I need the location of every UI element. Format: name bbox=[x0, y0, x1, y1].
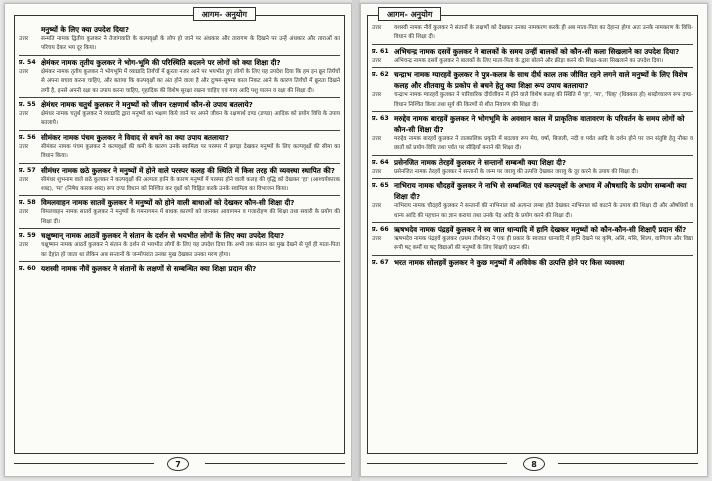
question-row bbox=[372, 180, 693, 202]
right-footer-rule-left bbox=[367, 463, 507, 464]
question-text: विमलवाहन नामक सातवें कुलकर ने मनुष्यों को होने वाली बाधाओं को देखकर कौन-सी शिक्षा दी? bbox=[41, 198, 295, 208]
question-row bbox=[372, 257, 693, 268]
divider bbox=[372, 111, 693, 112]
question-text: प्रसेनजित नामक तेरहवें कुलकर ने सन्तानों सम्बन्धी क्या शिक्षा दी? bbox=[394, 157, 567, 167]
divider bbox=[19, 228, 340, 229]
question-number: प्र. 54 bbox=[19, 58, 36, 66]
divider bbox=[19, 261, 340, 262]
answer-label: उत्तर bbox=[372, 25, 382, 31]
answer-row bbox=[372, 202, 693, 221]
divider bbox=[372, 178, 693, 179]
right-page-frame bbox=[367, 10, 698, 454]
divider bbox=[372, 67, 693, 68]
question-text: भरत नामक सोलहवें कुलकर ने कुछ मनुष्यों में अविवेक की उत्पत्ति होने पर किस व्यवस्था bbox=[394, 257, 625, 267]
divider bbox=[19, 55, 340, 56]
divider bbox=[19, 97, 340, 98]
left-page-number: 7 bbox=[167, 457, 189, 471]
question-number: प्र. 67 bbox=[372, 258, 389, 266]
answer-text: विमलवाहन नामक सातवें कुलकर ने मनुष्यों के गमनागमन में बाधक कारणों को जानकर आवागमन व गजारोहण की शिक्षा तथा सवारी के प्रयोग की शिक्षा दी। bbox=[41, 209, 340, 225]
answer-row bbox=[372, 135, 693, 154]
question-row bbox=[372, 46, 693, 57]
divider bbox=[372, 222, 693, 223]
answer-text: सीमंधर शुभनाम वाले छठे कुलकर ने कल्पवृक्षों की अल्पता हानि के कारण मनुष्यों में परस्पर होने वाली कलह की वृद्धि को देखकर 'हा' (आश्चर्यकारक शब्द), 'मा' (निषेध कारक शब्द) रूप दण्ड विधान को निश्चित कर वृक्षों को चिह्नित करके उनके स्वामित्व का विभाजन किया। bbox=[41, 176, 340, 193]
answer-text: यशस्वी नामक नौवें कुलकर ने संतानों के लक्षणों को देखकर उनका नामकरण करके ही अब माता-पिता का देहान्त होगा अतः उनके नामकरण के विधि-विधान की शिक्षा दी। bbox=[394, 25, 693, 41]
question-number: प्र. 66 bbox=[372, 226, 389, 234]
answer-text: क्षेमंकर नामक तृतीय कुलकर ने भोगभूमि में व्याघ्रादि तिर्यंचों में क्रूरता नजर आने पर भयभीत हुए लोगों के लिए यह उपदेश दिया कि हम इन क्रूर तिर्यंचों से अपना बचाव करना चाहिए, और बताया कि कल्पवृक्षों का अंत होने वाला है और दुःषम-सुषमा काल निकट आने के कारण तिर्यंचों में क्रूरता दिखने लगी है, इनसे अपनी रक्षा का उपाय करना चाहिए, गृहादिक की विशेष सुरक्षा रखना चाहिए एवं गाय आदि पशु पालन व रक्षा की शिक्षा दी। bbox=[41, 68, 340, 94]
question-row bbox=[372, 69, 693, 91]
answer-row bbox=[372, 91, 693, 110]
question-text: नाभिराय नामक चौदहवें कुलकर ने नाभि से सम्बन्धित एवं कल्पवृक्षों के अभाव में औषधादि के प्रयोग सम्बन्धी क्या शिक्षा दी? bbox=[394, 181, 687, 202]
divider bbox=[19, 163, 340, 164]
question-text: सीमंधर नामक छठे कुलकर ने मनुष्यों में होने वाले परस्पर कलह की स्थिति में किस तरह की व्यवस्था स्थापित की? bbox=[41, 165, 335, 175]
answer-row bbox=[19, 241, 340, 260]
divider bbox=[19, 195, 340, 196]
question-number: प्र. 65 bbox=[372, 182, 389, 190]
answer-text: क्षेमंधर नामक चतुर्थ कुलकर ने व्याघ्रादि द्वारा मनुष्यों का भक्षण किये जाने पर अपने जीवन के रक्षणार्थ दण्ड (डण्डा) आदिक को प्रयोग विधि के उपाय बतलाये। bbox=[41, 111, 340, 127]
answer-text: सन्मति नामक द्वितीय कुलकर ने तेजांगवाति के कल्पवृक्षों के लोप हो जाने पर अंधकार और तारागण के दिखने पर उन्हें अंधकार और ताराओं का परिचय देकर भय दूर किया। bbox=[41, 36, 340, 52]
divider bbox=[372, 255, 693, 256]
answer-text: प्रसेनजित नामक तेरहवें कुलकर ने सन्तानों के जन्म पर जरायु की उत्पत्ति देखकर जरायु के दूर करने के उपाय की शिक्षा दी। bbox=[394, 168, 638, 175]
question-text: क्षेमंकर नामक तृतीय कुलकर ने भोग-भूमि की परिस्थिति बदलने पर लोगों को क्या शिक्षा दी? bbox=[41, 57, 281, 67]
answer-label: उत्तर bbox=[19, 176, 29, 183]
question-text: क्षेमंधर नामक चतुर्थ कुलकर ने मनुष्यों को जीवन रक्षणार्थ कौन-से उपाय बतलाये? bbox=[41, 100, 253, 110]
left-page-content bbox=[19, 24, 340, 451]
left-page-frame bbox=[14, 10, 345, 454]
answer-label: उत्तर bbox=[19, 36, 29, 42]
question-number: प्र. 56 bbox=[19, 133, 36, 141]
left-footer-rule-left bbox=[14, 463, 154, 464]
answer-row bbox=[19, 176, 340, 195]
answer-row bbox=[19, 110, 340, 129]
answer-row bbox=[372, 57, 693, 66]
question-row bbox=[372, 224, 693, 235]
question-row bbox=[19, 165, 340, 176]
answer-label: उत्तर bbox=[372, 92, 382, 99]
answer-row bbox=[372, 168, 693, 177]
answer-label: उत्तर bbox=[19, 242, 29, 249]
answer-label: उत्तर bbox=[19, 111, 29, 118]
question-text: सीमंकर नामक पंचम कुलकर ने विवाद से बचने का क्या उपाय बतलाया? bbox=[41, 132, 229, 142]
answer-label: उत्तर bbox=[372, 203, 382, 210]
answer-text: चक्षुष्मान नामक आठवें कुलकर ने संतान के दर्शन से भयभीत लोगों के लिए यह उपदेश दिया कि अभी तक संतान का मुख देखने से पूर्व ही माता-पिता का देहांत हो जाता था लेकिन अब सन्तानों के जन्मोपरांत उनका मुख देखकर उनका मरण होगा। bbox=[41, 242, 340, 258]
question-row bbox=[19, 263, 340, 274]
question-row bbox=[19, 197, 340, 208]
question-text: अभिचन्द्र नामक दसवें कुलकर ने बालकों के समय उन्हीं बालकों को कौन-सी कला सिखलाने का उपदेश दिया? bbox=[394, 46, 680, 56]
question-number: प्र. 63 bbox=[372, 115, 389, 123]
left-footer-rule-right bbox=[205, 463, 345, 464]
answer-row bbox=[19, 35, 340, 54]
answer-text: ऋषभदेव नामक पंद्रहवें कुलकर (प्रथम तीर्थंकर) ने एक ही प्रकार के स्वजात धान्यादि में हानि देखने पर कृषि, असि, मसि, शिल्प, वाणिज्य और विद्या रूपी षट् कर्मों या षट् विद्याओं की मनुष्यों के लिए शिक्षाएँ प्रदान कीं। bbox=[394, 236, 693, 252]
answer-label: उत्तर bbox=[372, 136, 382, 143]
question-row bbox=[19, 24, 340, 35]
answer-text: चन्द्राभ नामक ग्यारहवें कुलकर ने पारिवारिक दीर्घजीवन में होने वाले विशेष कलह की स्थिति में 'हा', 'मा', 'धिक्' (धिक्कार हो) शब्दोच्चारण रूप दण्ड-विधान निश्चित किया तथा सूर्य की किरणों से शीत निवारण की शिक्षा दी। bbox=[394, 92, 693, 108]
question-row bbox=[19, 99, 340, 110]
answer-text: नाभिराय नामक चौदहवें कुलकर ने सन्तानों की नाभिनाल को अत्यन्त लम्बा होते देखकर नाभिनाल को काटने के उपाय की शिक्षा दी और औषधियों व धान्य आदि की पहचान का ज्ञान कराया तथा उनके पेड़ आदि के प्रयोग करने की शिक्षा दी। bbox=[394, 203, 693, 219]
divider bbox=[372, 44, 693, 45]
answer-label: उत्तर bbox=[19, 68, 29, 75]
question-row bbox=[19, 132, 340, 143]
answer-label: उत्तर bbox=[19, 143, 29, 150]
question-text: मनुष्यों के लिए क्या उपदेश दिया? bbox=[41, 25, 130, 34]
question-row bbox=[372, 157, 693, 168]
answer-text: अभिचन्द्र नामक दसवें कुलकर ने बालकों के लिए माता-पिता के द्वारा बोलने और क्रीड़ा करने की शिक्षा-कला सिखलाने का उपदेश दिया। bbox=[394, 57, 664, 64]
question-number: प्र. 55 bbox=[19, 101, 36, 109]
question-text: यशस्वी नामक नौवें कुलकर ने संतानों के लक्षणों से सम्बन्धित क्या शिक्षा प्रदान की? bbox=[41, 264, 257, 274]
answer-row bbox=[372, 24, 693, 43]
answer-row bbox=[19, 68, 340, 96]
answer-row bbox=[19, 143, 340, 162]
answer-label: उत्तर bbox=[372, 236, 382, 243]
right-page bbox=[360, 3, 708, 477]
question-number: प्र. 59 bbox=[19, 232, 36, 240]
question-number: प्र. 64 bbox=[372, 158, 389, 166]
question-text: मरुद्देव नामक बारहवें कुलकर ने भोगभूमि के अवसान काल में प्राकृतिक वातावरण के परिवर्तन के समय लोगों को कौन-सी शिक्षा दी? bbox=[394, 114, 685, 135]
right-page-number: 8 bbox=[523, 457, 545, 471]
answer-text: सीमंकर नामक पंचम कुलकर ने कल्पवृक्षों की कमी के कारण उनके स्वामित्व पर परस्पर में झगड़ा देखकर मनुष्यों के लिए कल्पवृक्षों की सीमा का विधान किया। bbox=[41, 143, 340, 160]
question-text: चन्द्राभ नामक ग्यारहवें कुलकर ने पुत्र-कलत्र के साथ दीर्घ काल तक जीवित रहने लगने वाले मनुष्यों के लिए विशेष कलह और शीतवायु के प्रकोप से बचने हेतु क्या शिक्षा रूप उपाय बतलाया? bbox=[394, 70, 688, 91]
question-number: प्र. 61 bbox=[372, 47, 389, 55]
divider bbox=[372, 155, 693, 156]
right-page-header: आगम- अनुयोग bbox=[378, 7, 441, 21]
question-text: ऋषभदेव नामक पंद्रहवें कुलकर ने स्व जात धान्यादि में हानि देखकर मनुष्यों को कौन-कौन-सी शिक्षाएँ प्रदान कीं? bbox=[394, 225, 687, 235]
left-page-header: आगम- अनुयोग bbox=[193, 7, 256, 21]
answer-row bbox=[372, 235, 693, 254]
question-row bbox=[372, 113, 693, 135]
question-number: प्र. 58 bbox=[19, 199, 36, 207]
question-text: चक्षुष्मान् नामक आठवें कुलकर ने संतान के दर्शन से भयभीत लोगों के लिए क्या उपदेश दिया? bbox=[41, 231, 285, 241]
right-footer-rule-right bbox=[558, 463, 698, 464]
answer-label: उत्तर bbox=[19, 209, 29, 216]
book-gutter bbox=[352, 0, 360, 481]
right-page-content bbox=[372, 24, 693, 451]
divider bbox=[19, 130, 340, 131]
question-row bbox=[19, 230, 340, 241]
answer-row bbox=[19, 208, 340, 227]
question-row bbox=[19, 57, 340, 68]
answer-label: उत्तर bbox=[372, 168, 382, 175]
question-number: प्र. 62 bbox=[372, 71, 389, 79]
question-number: प्र. 60 bbox=[19, 265, 36, 273]
answer-text: मरुद्देव नामक बारहवें कुलकर ने तात्कालिक प्रकृति में बदलाव रूप मेघ, वर्षा, बिजली, नदी व पर्वत आदि के दर्शन होने पर जन संतुष्टि हेतु नौका व छातों को प्रयोग-विधि तथा पर्वत पर सीढ़ियाँ बनाने की शिक्षा दी। bbox=[394, 136, 693, 152]
answer-label: उत्तर bbox=[372, 57, 382, 64]
left-page bbox=[4, 3, 352, 477]
question-number: प्र. 57 bbox=[19, 166, 36, 174]
